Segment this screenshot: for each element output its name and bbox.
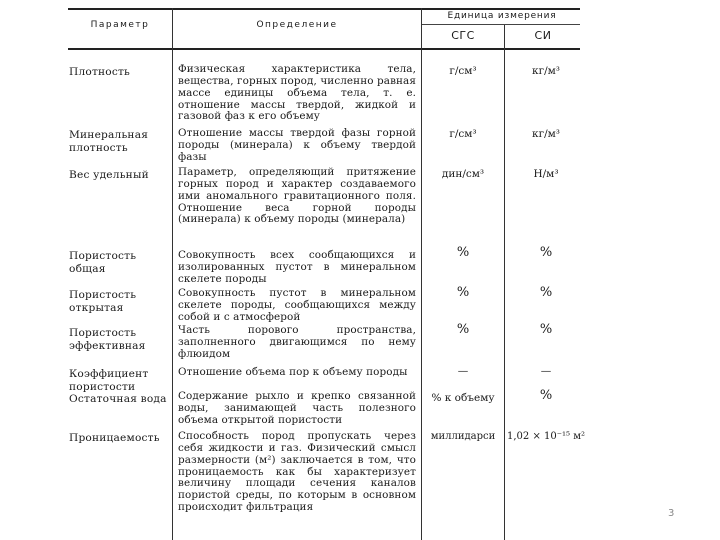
row-definition: Отношение массы твердой фазы горной породы (минерала) к объему твердой фазы: [178, 127, 416, 163]
row-unit-cgs: миллидарси: [430, 431, 496, 442]
row-param: Коэффициент пористости: [69, 368, 149, 393]
row-unit-si: %: [539, 245, 553, 260]
row-param: Проницаемость: [69, 432, 160, 444]
col-divider-2: [421, 8, 422, 540]
header-cgs: СГС: [451, 29, 475, 42]
row-param: Остаточная вода: [69, 393, 167, 405]
header-definition: Определение: [256, 20, 338, 30]
row-param: Пористость эффективная: [69, 327, 146, 352]
row-unit-cgs: г/см³: [449, 128, 477, 140]
row-unit-cgs: дин/см³: [441, 168, 485, 180]
row-unit-cgs: —: [457, 365, 469, 377]
row-definition: Параметр, определяющий притяжение горных пород и характер создаваемого ими аномального гравитационного поля. Отношение веса горной породы (минерала) к объему породы (минерала): [178, 166, 416, 226]
header-si: СИ: [534, 29, 552, 42]
row-unit-si: 1,02 × 10⁻¹⁵ м²: [507, 431, 585, 442]
row-unit-si: —: [540, 365, 552, 377]
row-unit-si: кг/м³: [532, 65, 560, 77]
row-definition: Способность пород пропускать через себя жидкости и газ. Физический смысл размерности (м²) заключается в том, что проницаемость как бы характеризует величину площади сечения каналов пористой среды, по которым в основном происходит фильтрация: [178, 430, 416, 514]
row-unit-cgs: %: [456, 285, 470, 300]
row-param: Пористость открытая: [69, 289, 137, 314]
page-number: 3: [668, 508, 675, 519]
unit-subrule: [422, 24, 580, 25]
header-unit-group: Единица измерения: [447, 11, 557, 21]
row-definition: Часть порового пространства, заполненного двигающимся по нему флюидом: [178, 324, 416, 360]
top-rule: [68, 8, 580, 10]
row-unit-si: %: [539, 388, 553, 403]
row-unit-cgs: %: [456, 322, 470, 337]
row-unit-si: Н/м³: [533, 168, 559, 180]
row-param: Вес удельный: [69, 169, 149, 181]
header-param: Параметр: [90, 20, 150, 30]
row-param: Плотность: [69, 66, 131, 78]
row-unit-cgs: г/см³: [449, 65, 477, 77]
row-unit-si: %: [539, 322, 553, 337]
row-definition: Содержание рыхло и крепко связанной воды, занимающей часть полезного объема открытой пористости: [178, 390, 416, 426]
row-definition: Совокупность всех сообщающихся и изолированных пустот в минеральном скелете породы: [178, 249, 416, 285]
row-definition: Отношение объема пор к объему породы: [178, 366, 408, 378]
row-param: Пористость общая: [69, 250, 137, 275]
row-unit-cgs: % к объему: [431, 392, 495, 404]
row-unit-si: кг/м³: [532, 128, 560, 140]
row-unit-si: %: [539, 285, 553, 300]
row-definition: Совокупность пустот в минеральном скелете породы, сообщающихся между собой и с атмосферой: [178, 287, 416, 323]
row-unit-cgs: %: [456, 245, 470, 260]
row-param: Минеральная плотность: [69, 129, 149, 154]
col-divider-3: [504, 25, 505, 540]
row-definition: Физическая характеристика тела, вещества, горных пород, численно равная массе единицы объема тела, т. е. отношение массы твердой, жидкой и газовой фаз к его объему: [178, 63, 416, 123]
